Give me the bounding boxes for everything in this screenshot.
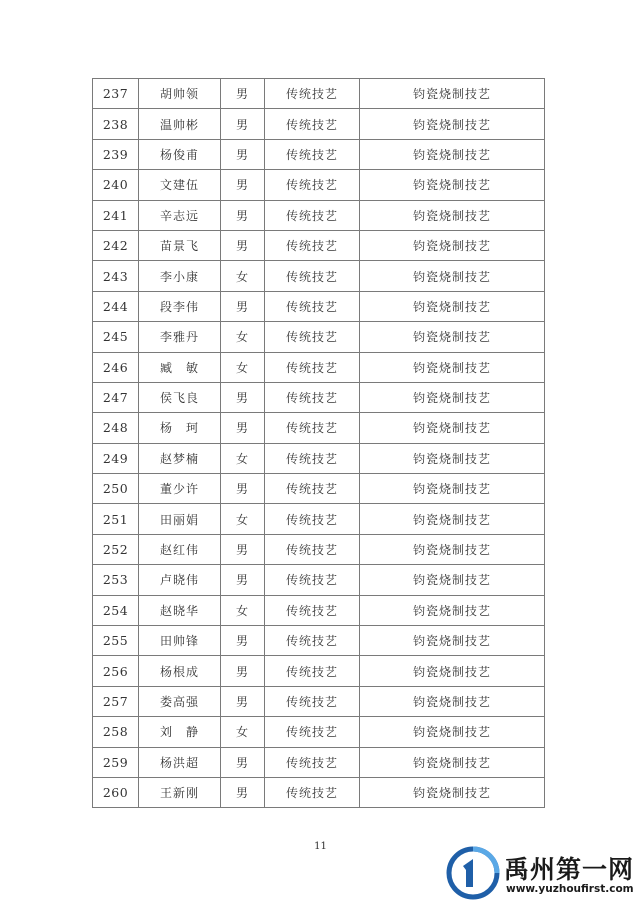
cell-category: 传统技艺 [265, 413, 360, 443]
cell-category: 传统技艺 [265, 230, 360, 260]
cell-project: 钧瓷烧制技艺 [360, 595, 545, 625]
cell-category: 传统技艺 [265, 626, 360, 656]
cell-number: 252 [93, 534, 139, 564]
cell-gender: 女 [221, 595, 265, 625]
cell-gender: 男 [221, 139, 265, 169]
cell-project: 钧瓷烧制技艺 [360, 291, 545, 321]
cell-gender: 男 [221, 109, 265, 139]
cell-gender: 男 [221, 777, 265, 807]
table-row [93, 534, 545, 564]
cell-project: 钧瓷烧制技艺 [360, 322, 545, 352]
table-row [93, 230, 545, 260]
cell-name: 田帅锋 [139, 626, 221, 656]
cell-project: 钧瓷烧制技艺 [360, 534, 545, 564]
cell-project: 钧瓷烧制技艺 [360, 382, 545, 412]
table-row [93, 443, 545, 473]
cell-project: 钧瓷烧制技艺 [360, 656, 545, 686]
table-row [93, 504, 545, 534]
cell-number: 253 [93, 565, 139, 595]
cell-name: 杨洪超 [139, 747, 221, 777]
cell-number: 259 [93, 747, 139, 777]
cell-name: 李小康 [139, 261, 221, 291]
cell-name: 王新刚 [139, 777, 221, 807]
table-row [93, 200, 545, 230]
cell-category: 传统技艺 [265, 504, 360, 534]
cell-category: 传统技艺 [265, 777, 360, 807]
cell-project: 钧瓷烧制技艺 [360, 474, 545, 504]
cell-number: 250 [93, 474, 139, 504]
cell-number: 244 [93, 291, 139, 321]
cell-name: 苗景飞 [139, 230, 221, 260]
cell-name: 娄高强 [139, 686, 221, 716]
cell-project: 钧瓷烧制技艺 [360, 352, 545, 382]
cell-project: 钧瓷烧制技艺 [360, 504, 545, 534]
cell-project: 钧瓷烧制技艺 [360, 747, 545, 777]
site-watermark [446, 846, 635, 900]
cell-gender: 男 [221, 382, 265, 412]
cell-number: 260 [93, 777, 139, 807]
cell-category: 传统技艺 [265, 79, 360, 109]
cell-number: 237 [93, 79, 139, 109]
cell-category: 传统技艺 [265, 170, 360, 200]
table-row [93, 565, 545, 595]
cell-category: 传统技艺 [265, 200, 360, 230]
cell-category: 传统技艺 [265, 261, 360, 291]
cell-name: 李雅丹 [139, 322, 221, 352]
cell-gender: 女 [221, 352, 265, 382]
cell-project: 钧瓷烧制技艺 [360, 79, 545, 109]
cell-project: 钧瓷烧制技艺 [360, 565, 545, 595]
table-row [93, 382, 545, 412]
cell-number: 239 [93, 139, 139, 169]
cell-category: 传统技艺 [265, 534, 360, 564]
cell-gender: 男 [221, 626, 265, 656]
cell-category: 传统技艺 [265, 595, 360, 625]
cell-name: 赵红伟 [139, 534, 221, 564]
cell-project: 钧瓷烧制技艺 [360, 230, 545, 260]
cell-project: 钧瓷烧制技艺 [360, 686, 545, 716]
table-row [93, 747, 545, 777]
cell-gender: 男 [221, 200, 265, 230]
cell-number: 251 [93, 504, 139, 534]
cell-gender: 男 [221, 686, 265, 716]
cell-number: 246 [93, 352, 139, 382]
cell-name: 杨 珂 [139, 413, 221, 443]
cell-name: 赵梦楠 [139, 443, 221, 473]
table-row [93, 352, 545, 382]
cell-gender: 男 [221, 565, 265, 595]
cell-name: 文建伍 [139, 170, 221, 200]
cell-number: 248 [93, 413, 139, 443]
cell-category: 传统技艺 [265, 443, 360, 473]
cell-name: 胡帅领 [139, 79, 221, 109]
cell-category: 传统技艺 [265, 109, 360, 139]
cell-number: 243 [93, 261, 139, 291]
cell-number: 255 [93, 626, 139, 656]
cell-project: 钧瓷烧制技艺 [360, 717, 545, 747]
table-body [93, 79, 545, 808]
site-logo-icon [446, 846, 500, 900]
cell-number: 249 [93, 443, 139, 473]
cell-gender: 男 [221, 413, 265, 443]
cell-name: 温帅彬 [139, 109, 221, 139]
cell-category: 传统技艺 [265, 382, 360, 412]
cell-project: 钧瓷烧制技艺 [360, 200, 545, 230]
cell-gender: 男 [221, 230, 265, 260]
cell-gender: 男 [221, 79, 265, 109]
cell-project: 钧瓷烧制技艺 [360, 443, 545, 473]
cell-name: 杨俊甫 [139, 139, 221, 169]
table-row [93, 686, 545, 716]
cell-number: 256 [93, 656, 139, 686]
cell-gender: 女 [221, 717, 265, 747]
cell-number: 247 [93, 382, 139, 412]
cell-name: 田丽娟 [139, 504, 221, 534]
cell-category: 传统技艺 [265, 565, 360, 595]
cell-name: 赵晓华 [139, 595, 221, 625]
table-row [93, 139, 545, 169]
cell-gender: 女 [221, 261, 265, 291]
cell-category: 传统技艺 [265, 717, 360, 747]
cell-number: 245 [93, 322, 139, 352]
page-number: 11 [314, 841, 327, 852]
cell-gender: 男 [221, 656, 265, 686]
table-row [93, 595, 545, 625]
cell-gender: 女 [221, 504, 265, 534]
cell-project: 钧瓷烧制技艺 [360, 109, 545, 139]
watermark-title: 禹州第一网 [504, 855, 635, 884]
cell-name: 侯飞良 [139, 382, 221, 412]
table-row [93, 717, 545, 747]
cell-project: 钧瓷烧制技艺 [360, 139, 545, 169]
cell-name: 段李伟 [139, 291, 221, 321]
cell-project: 钧瓷烧制技艺 [360, 777, 545, 807]
cell-project: 钧瓷烧制技艺 [360, 413, 545, 443]
table-row [93, 109, 545, 139]
cell-category: 传统技艺 [265, 474, 360, 504]
table-row [93, 291, 545, 321]
cell-name: 杨根成 [139, 656, 221, 686]
table-row [93, 322, 545, 352]
cell-category: 传统技艺 [265, 139, 360, 169]
cell-gender: 男 [221, 170, 265, 200]
cell-number: 257 [93, 686, 139, 716]
cell-gender: 男 [221, 291, 265, 321]
table-row [93, 656, 545, 686]
table-row [93, 170, 545, 200]
cell-gender: 男 [221, 474, 265, 504]
cell-project: 钧瓷烧制技艺 [360, 261, 545, 291]
cell-gender: 男 [221, 747, 265, 777]
cell-name: 刘 静 [139, 717, 221, 747]
cell-gender: 女 [221, 443, 265, 473]
cell-gender: 男 [221, 534, 265, 564]
cell-category: 传统技艺 [265, 656, 360, 686]
cell-category: 传统技艺 [265, 747, 360, 777]
cell-category: 传统技艺 [265, 322, 360, 352]
inheritor-table [92, 78, 545, 808]
cell-category: 传统技艺 [265, 686, 360, 716]
cell-project: 钧瓷烧制技艺 [360, 626, 545, 656]
cell-name: 卢晓伟 [139, 565, 221, 595]
cell-name: 辛志远 [139, 200, 221, 230]
cell-gender: 女 [221, 322, 265, 352]
cell-number: 241 [93, 200, 139, 230]
cell-name: 董少许 [139, 474, 221, 504]
table-row [93, 79, 545, 109]
cell-number: 254 [93, 595, 139, 625]
watermark-url: www.yuzhoufirst.com [506, 883, 634, 895]
table-row [93, 777, 545, 807]
table-row [93, 261, 545, 291]
table-row [93, 413, 545, 443]
cell-number: 258 [93, 717, 139, 747]
cell-number: 240 [93, 170, 139, 200]
cell-category: 传统技艺 [265, 352, 360, 382]
cell-number: 242 [93, 230, 139, 260]
table-row [93, 474, 545, 504]
table-row [93, 626, 545, 656]
cell-project: 钧瓷烧制技艺 [360, 170, 545, 200]
cell-name: 臧 敏 [139, 352, 221, 382]
cell-category: 传统技艺 [265, 291, 360, 321]
cell-number: 238 [93, 109, 139, 139]
